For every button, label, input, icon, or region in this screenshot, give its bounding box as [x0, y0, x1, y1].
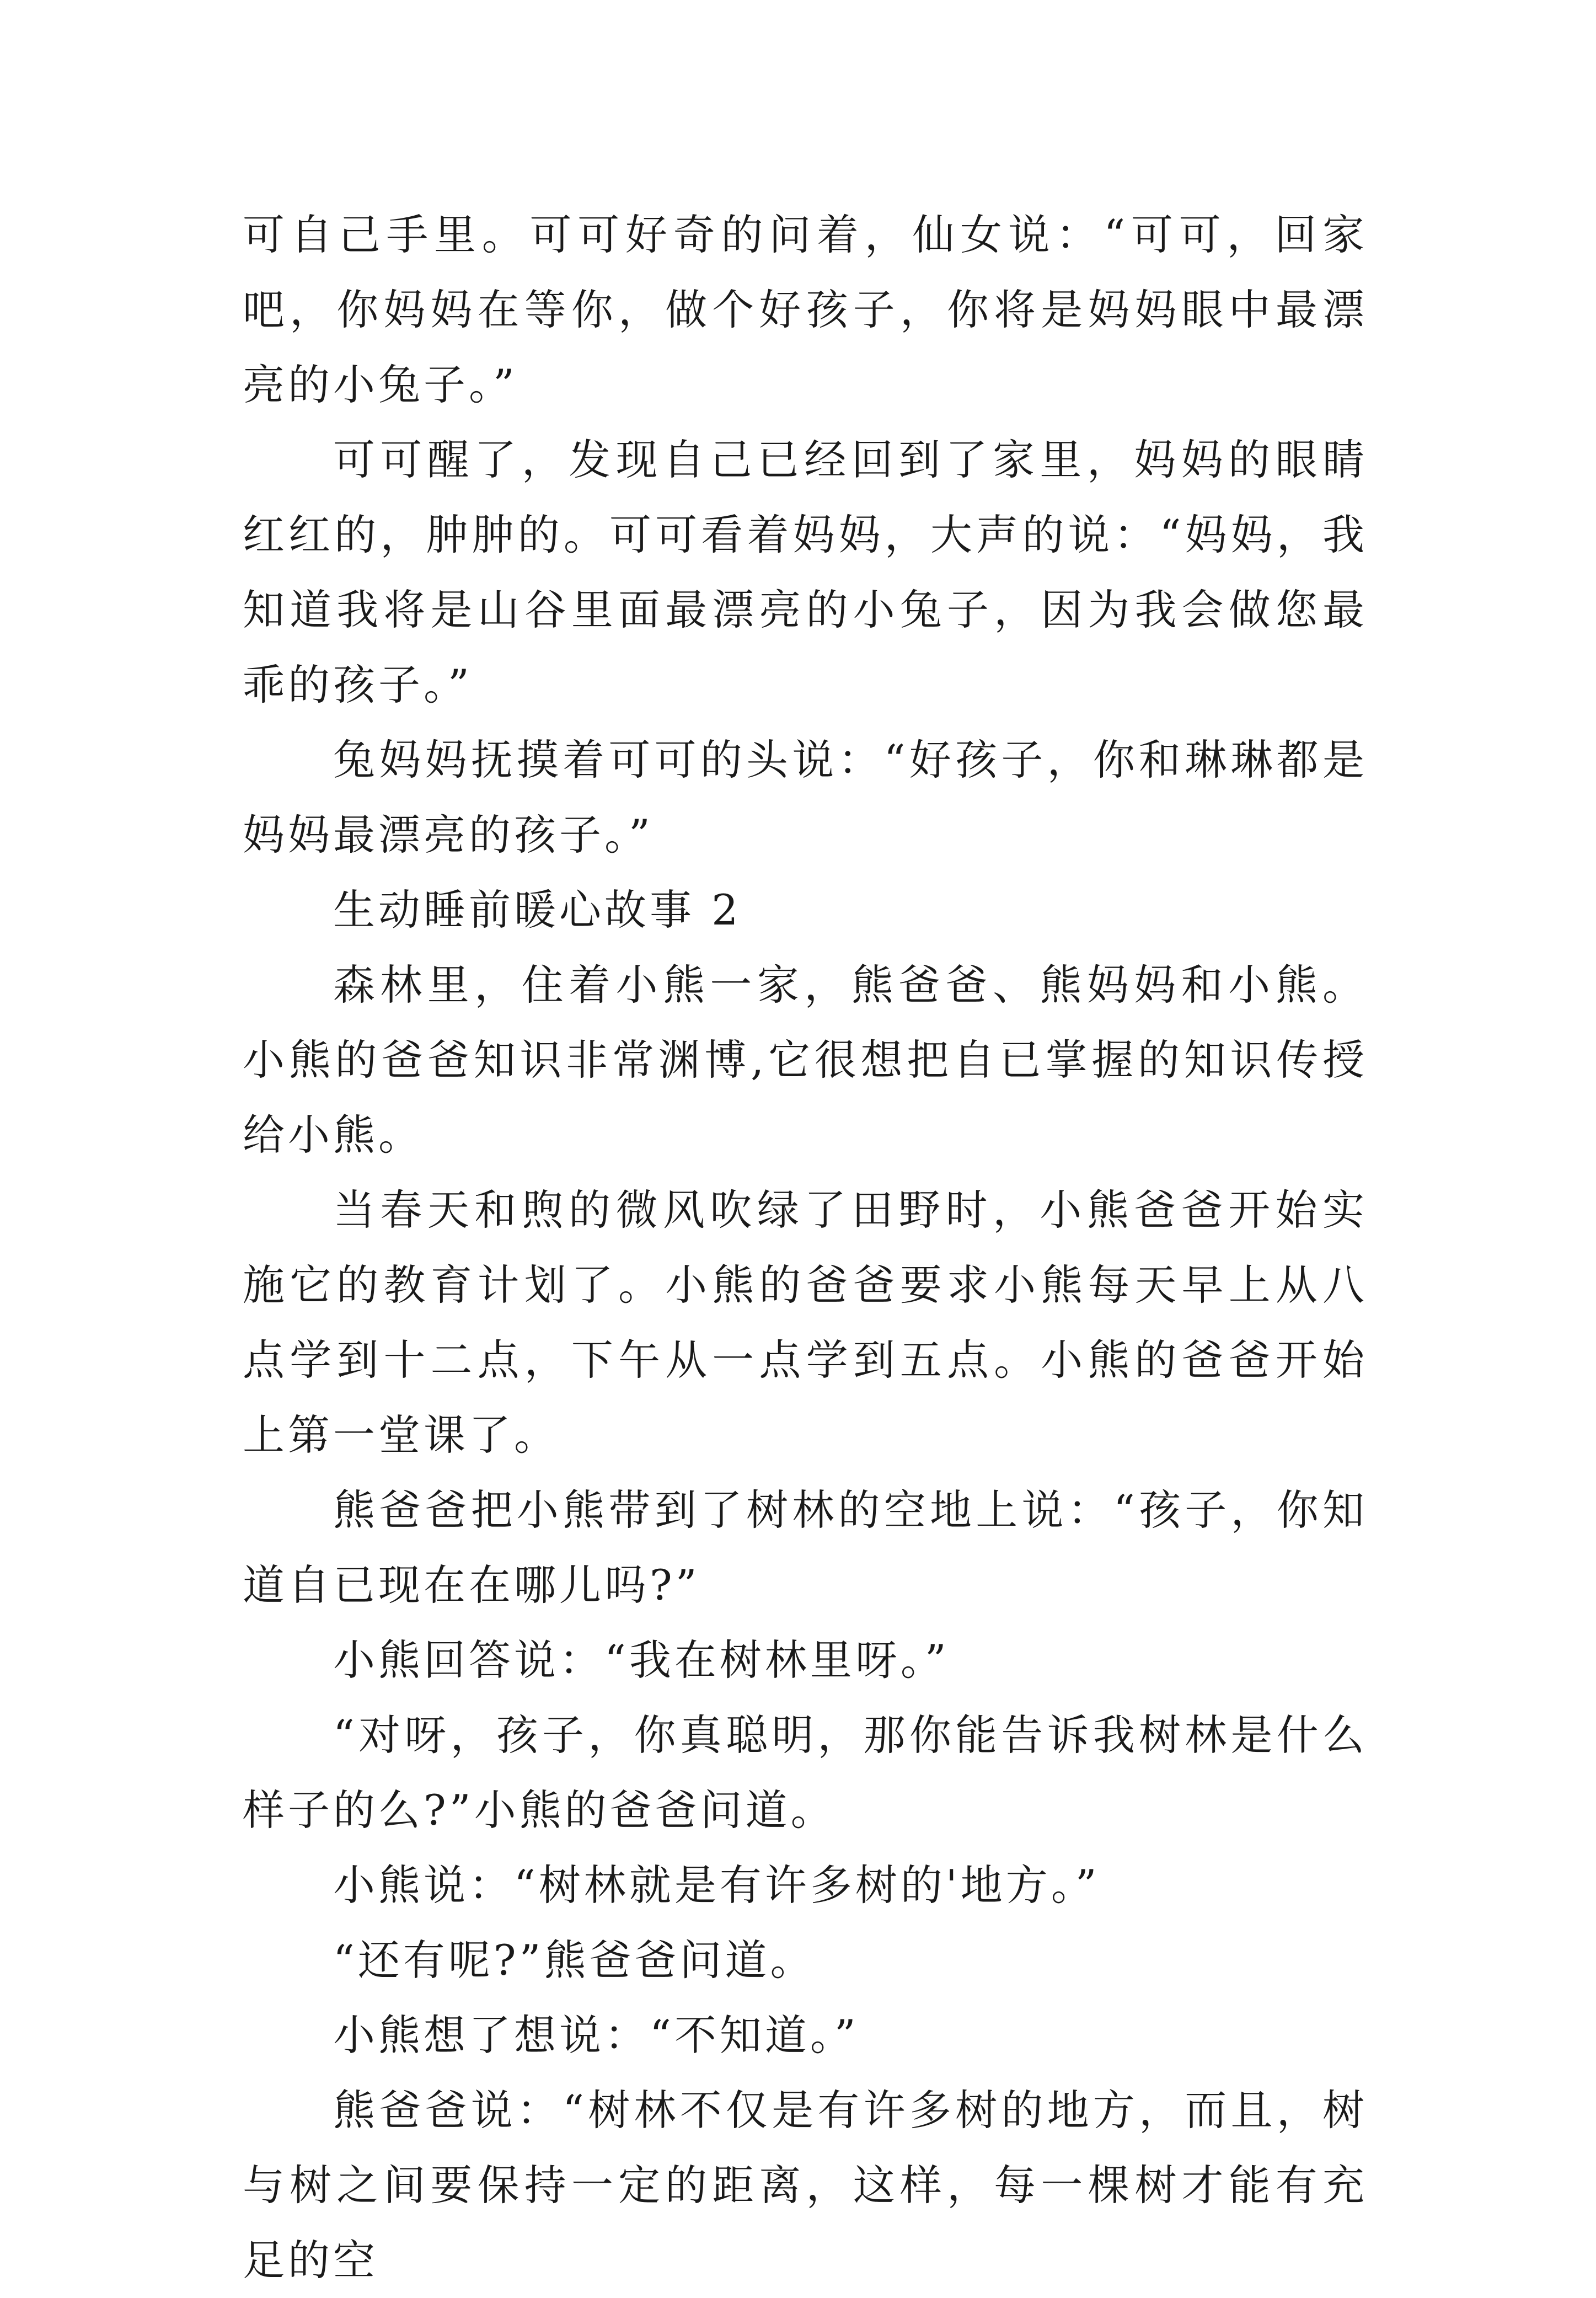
- paragraph-6: 当春天和煦的微风吹绿了田野时，小熊爸爸开始实施它的教育计划了。小熊的爸爸要求小熊每天早上从八点学到十二点，下午从一点学到五点。小熊的爸爸开始上第一堂课了。: [243, 1185, 1368, 1460]
- paragraph-8: 小熊回答说：“我在树林里呀。”: [333, 1636, 950, 1685]
- paragraph-13: 熊爸爸说：“树林不仅是有许多树的地方，而且，树与树之间要保持一定的距离，这样，每一棵树才能有充足的空: [243, 2086, 1368, 2285]
- paragraph-1: 可自己手里。可可好奇的问着，仙女说：“可可，回家吧，你妈妈在等你，做个好孩子，你将是妈妈眼中最漂亮的小兔子。”: [243, 210, 1368, 409]
- paragraph-9: “对呀，孩子，你真聪明，那你能告诉我树林是什么样子的么?”小熊的爸爸问道。: [243, 1711, 1368, 1835]
- paragraph-2: 可可醒了，发现自己已经回到了家里，妈妈的眼睛红红的，肿肿的。可可看着妈妈，大声的说：“妈妈，我知道我将是山谷里面最漂亮的小兔子，因为我会做您最乖的孩子。”: [243, 435, 1368, 709]
- paragraph-11: “还有呢?”熊爸爸问道。: [333, 1936, 816, 1985]
- story-text: [243, 197, 1368, 2298]
- paragraph-12: 小熊想了想说：“不知道。”: [333, 2011, 859, 2060]
- paragraph-5: 森林里，住着小熊一家，熊爸爸、熊妈妈和小熊。小熊的爸爸知识非常渊博,它很想把自已掌握的知识传授给小熊。: [243, 960, 1368, 1159]
- paragraph-7: 熊爸爸把小熊带到了树林的空地上说：“孩子，你知道自已现在在哪儿吗?”: [243, 1485, 1368, 1610]
- paragraph-3: 兔妈妈抚摸着可可的头说：“好孩子，你和琳琳都是妈妈最漂亮的孩子。”: [243, 735, 1368, 859]
- section-heading: 生动睡前暖心故事 2: [333, 885, 742, 934]
- paragraph-10: 小熊说：“树林就是有许多树的'地方。”: [333, 1861, 1100, 1910]
